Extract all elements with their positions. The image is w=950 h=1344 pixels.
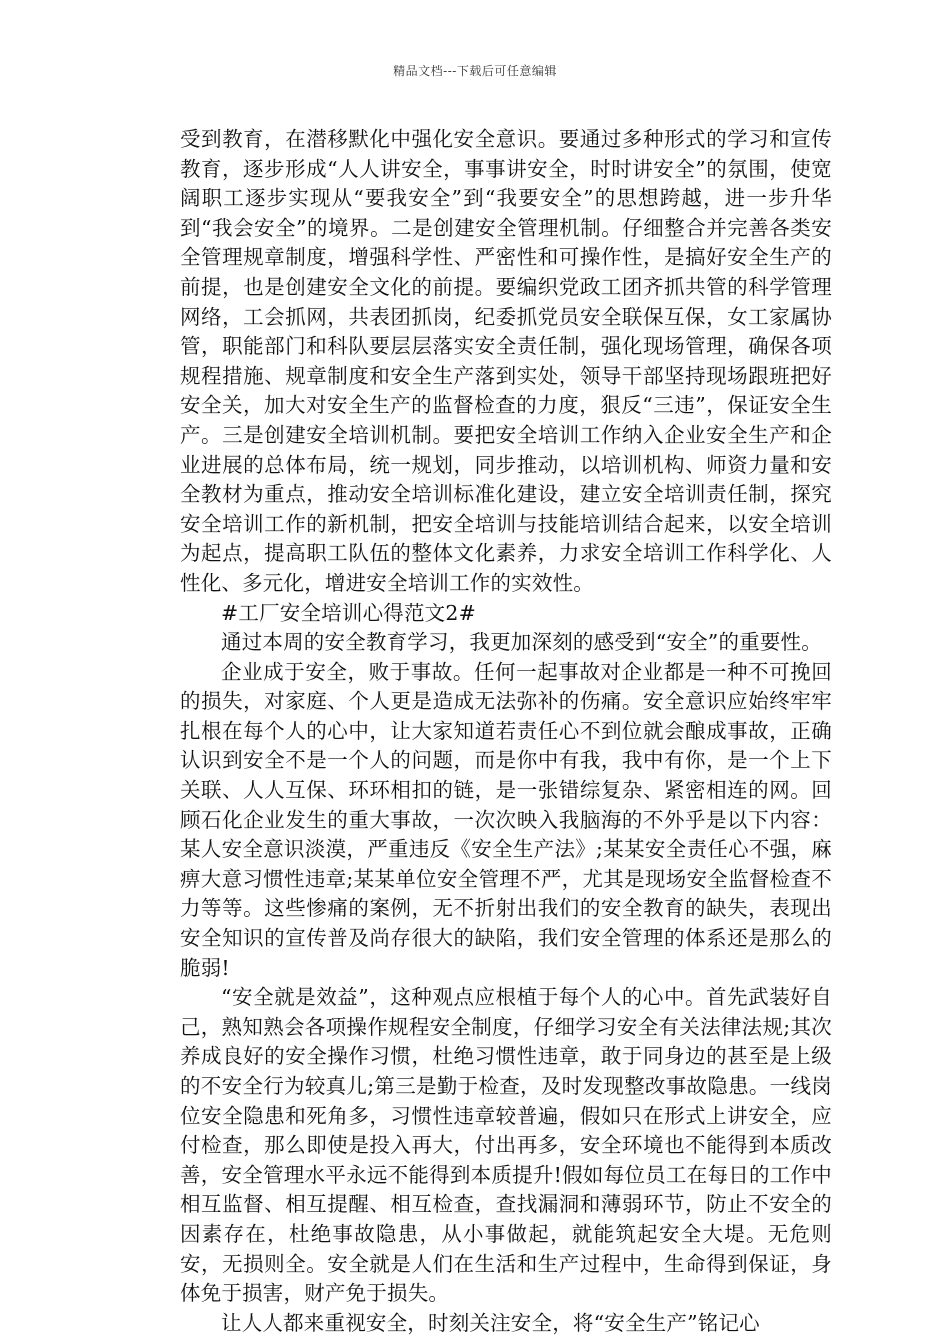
- paragraph-3: 企业成于安全，败于事故。任何一起事故对企业都是一种不可挽回的损失，对家庭、个人更是造成无法弥补的伤痛。安全意识应始终牢牢扎根在每个人的心中，让大家知道若责任心不到位就会酿成事故，正确认识到安全不是一个人的问题，而是你中有我，我中有你，是一个上下关联、人人互保、环环相扣的链，是一张错综复杂、紧密相连的网。回顾石化企业发生的重大事故，一次次映入我脑海的不外乎是以下内容：某人安全意识淡漠，严重违反《安全生产法》;某某安全责任心不强，麻痹大意习惯性违章;某某单位安全管理不严，尤其是现场安全监督检查不力等等。这些惨痛的案例，无不折射出我们的安全教育的缺失，表现出安全知识的宣传普及尚存很大的缺陷，我们安全管理的体系还是那么的脆弱!: [180, 659, 832, 980]
- paragraph-5: 让人人都来重视安全，时刻关注安全，将“安全生产”铭记心: [221, 1310, 760, 1335]
- page-header: 精品文档---下载后可任意编辑: [393, 64, 557, 78]
- paragraph-2: 通过本周的安全教育学习，我更加深刻的感受到“安全”的重要性。: [221, 630, 822, 655]
- paragraph-4: “安全就是效益”，这种观点应根植于每个人的心中。首先武装好自己，熟知熟会各项操作规程安全制度，仔细学习安全有关法律法规;其次养成良好的安全操作习惯，杜绝习惯性违章，敢于同身边的甚至是上级的不安全行为较真儿;第三是勤于检查，及时发现整改事故隐患。一线岗位安全隐患和死角多，习惯性违章较普遍，假如只在形式上讲安全，应付检查，那么即使是投入再大，付出再多，安全环境也不能得到本质改善，安全管理水平永远不能得到本质提升!假如每位员工在每日的工作中相互监督、相互提醒、相互检查，查找漏洞和薄弱环节，防止不安全的因素存在，杜绝事故隐患，从小事做起，就能筑起安全大堤。无危则安，无损则全。安全就是人们在生活和生产过程中，生命得到保证，身体免于损害，财产免于损失。: [180, 985, 832, 1306]
- paragraph-1: 受到教育，在潜移默化中强化安全意识。要通过多种形式的学习和宣传教育，逐步形成“人人讲安全，事事讲安全，时时讲安全”的氛围，使宽阔职工逐步实现从“要我安全”到“我要安全”的思想跨越，进一步升华到“我会安全”的境界。二是创建安全管理机制。仔细整合并完善各类安全管理规章制度，增强科学性、严密性和可操作性，是搞好安全生产的前提，也是创建安全文化的前提。要编织党政工团齐抓共管的科学管理网络，工会抓网，共表团抓岗，纪委抓党员安全联保互保，女工家属协管，职能部门和科队要层层落实安全责任制，强化现场管理，确保各项规程措施、规章制度和安全生产落到实处，领导干部坚持现场跟班把好安全关，加大对安全生产的监督检查的力度，狠反“三违”，保证安全生产。三是创建安全培训机制。要把安全培训工作纳入企业安全生产和企业进展的总体布局，统一规划，同步推动，以培训机构、师资力量和安全教材为重点，推动安全培训标准化建设，建立安全培训责任制，探究安全培训工作的新机制，把安全培训与技能培训结合起来，以安全培训为起点，提高职工队伍的整体文化素养，力求安全培训工作科学化、人性化、多元化，增进安全培训工作的实效性。: [180, 127, 832, 595]
- document-body: [180, 125, 832, 1338]
- section-heading: #工厂安全培训心得范文2#: [221, 600, 476, 625]
